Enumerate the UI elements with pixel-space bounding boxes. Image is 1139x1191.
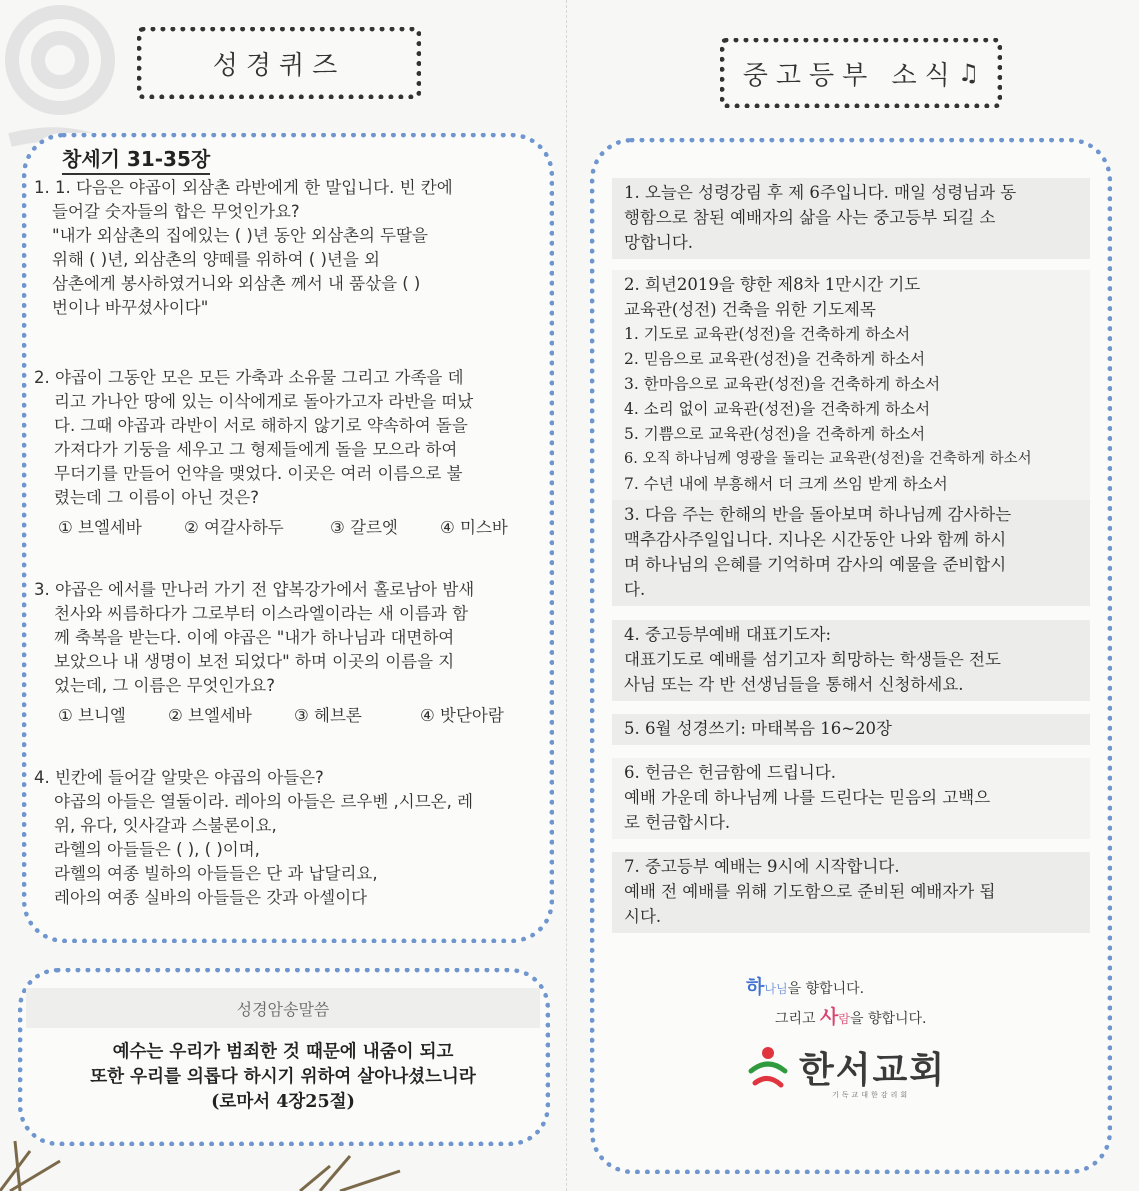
verse-line: 또한 우리를 의롭다 하시기 위하여 살아나셨느니라	[90, 1067, 476, 1087]
q3-line: 었는데, 그 이름은 무엇인가요?	[54, 676, 276, 695]
news-line: 1. 기도로 교육관(성전)을 건축하게 하소서	[624, 325, 911, 343]
q2-line: 무더기를 만들어 언약을 맺었다. 이곳은 여러 이름으로 불	[54, 464, 463, 483]
news-line: 교육관(성전) 건축을 위한 기도제목	[624, 300, 876, 319]
q2-line: 렸는데 그 이름이 아닌 것은?	[54, 488, 260, 507]
slogan-char: 람	[838, 1012, 850, 1026]
news-line: 대표기도로 예배를 섬기고자 희망하는 학생들은 전도	[624, 650, 1001, 669]
news-line: 행함으로 참된 예배자의 삶을 사는 중고등부 되길 소	[624, 208, 996, 227]
news-line: 다.	[624, 580, 646, 599]
q2-choices	[34, 516, 546, 540]
q1-line: 위해 ( )년, 외삼촌의 양떼를 위하여 ( )년을 외	[52, 250, 380, 269]
news-line: 5. 기쁨으로 교육관(성전)을 건축하게 하소서	[624, 425, 926, 443]
quiz-subtitle: 창세기 31-35장	[62, 143, 210, 175]
news-item-6	[612, 758, 1090, 839]
q3-line: 3. 야곱은 에서를 만나러 가기 전 얍복강가에서 홀로남아 밤새	[34, 580, 475, 599]
choice: ② 브엘세바	[168, 706, 252, 725]
q3-line: 천사와 씨름하다가 그로부터 이스라엘이라는 새 이름과 함	[54, 604, 469, 623]
news-line: 2. 믿음으로 교육관(성전)을 건축하게 하소서	[624, 350, 926, 368]
choice: ① 브엘세바	[58, 518, 142, 537]
slogan-text: 을 향합니다.	[787, 981, 865, 997]
verse-reference: (로마서 4장25절)	[211, 1092, 355, 1112]
news-item-5	[612, 714, 1090, 745]
news-line: 4. 소리 없이 교육관(성전)을 건축하게 하소서	[624, 400, 931, 418]
news-line: 1. 오늘은 성령강림 후 제 6주입니다. 매일 성령님과 동	[624, 183, 1017, 202]
slogan-text: 을 향합니다.	[849, 1011, 927, 1027]
verse-heading: 성경암송말씀	[26, 988, 540, 1028]
q3-line: 께 축복을 받는다. 이에 야곱은 "내가 하나님과 대면하여	[54, 628, 455, 647]
news-item-3	[612, 500, 1090, 606]
news-line: 3. 다음 주는 한해의 반을 돌아보며 하나님께 감사하는	[624, 505, 1012, 524]
q1-line: 번이나 바꾸셨사이다"	[52, 298, 209, 317]
question-1	[34, 176, 546, 320]
q4-line: 4. 빈칸에 들어갈 알맞은 야곱의 아들은?	[34, 768, 324, 787]
slogan-line-2	[775, 1002, 927, 1029]
q1-line: "내가 외삼촌의 집에있는 ( )년 동안 외삼촌의 두딸을	[52, 226, 428, 245]
news-item-1	[612, 178, 1090, 259]
q4-line: 라헬의 아들들은 ( ), ( )이며,	[54, 840, 260, 859]
news-line: 3. 한마음으로 교육관(성전)을 건축하게 하소서	[624, 375, 941, 393]
news-item-2	[612, 270, 1090, 501]
news-title	[720, 38, 1002, 108]
news-line: 5. 6월 성경쓰기: 마태복음 16~20장	[624, 719, 892, 738]
news-line: 사님 또는 각 반 선생님들을 통해서 신청하세요.	[624, 675, 964, 694]
q3-choices	[34, 704, 546, 728]
news-line: 며 하나님의 은혜를 기억하며 감사의 예물을 준비합시	[624, 555, 1007, 574]
news-line: 7. 중고등부 예배는 9시에 시작합니다.	[624, 857, 900, 876]
fold-line	[566, 0, 567, 1191]
q1-line: 들어갈 숫자들의 합은 무엇인가요?	[52, 202, 300, 221]
choice: ④ 미스바	[440, 518, 508, 537]
slogan-char: 나	[764, 982, 776, 996]
verse-line: 예수는 우리가 범죄한 것 때문에 내줌이 되고	[112, 1042, 454, 1062]
news-line: 맥추감사주일입니다. 지나온 시간동안 나와 함께 하시	[624, 530, 1007, 549]
question-2	[34, 366, 546, 540]
verse-text	[26, 1040, 540, 1115]
q3-line: 보았으나 내 생명이 보전 되었다" 하며 이곳의 이름을 지	[54, 652, 455, 671]
choice: ③ 갈르엣	[330, 518, 398, 537]
choice: ④ 밧단아람	[420, 706, 504, 725]
news-line: 로 헌금합시다.	[624, 813, 731, 832]
news-line: 예배 가운데 하나님께 나를 드린다는 믿음의 고백으	[624, 788, 991, 807]
news-line: 4. 중고등부예배 대표기도자:	[624, 625, 832, 644]
news-title-text: 중고등부 소식	[742, 60, 958, 91]
slogan-line-1	[746, 972, 864, 999]
choice: ① 브니엘	[58, 706, 126, 725]
q4-line: 라헬의 여종 빌하의 아들들은 단 과 납달리요,	[54, 864, 378, 883]
quiz-title: 성경퀴즈	[212, 50, 346, 81]
news-item-7	[612, 852, 1090, 933]
grass-decoration	[0, 1131, 420, 1191]
church-name: 한서교회	[799, 1050, 947, 1091]
q2-line: 다. 그때 야곱과 라반이 서로 해하지 않기로 약속하여 돌을	[54, 416, 468, 435]
news-line: 예배 전 예배를 위해 기도함으로 준비된 예배자가 됩	[624, 882, 996, 901]
q4-line: 위, 유다, 잇사갈과 스불론이요,	[54, 816, 277, 835]
news-line: 망합니다.	[624, 233, 694, 252]
q4-line: 야곱의 아들은 열둘이라. 레아의 아들은 르우벤 ,시므온, 레	[54, 792, 474, 811]
q2-line: 2. 야곱이 그동안 모은 모든 가축과 소유물 그리고 가족을 데	[34, 368, 464, 387]
slogan-char: 님	[775, 982, 788, 996]
news-line: 시다.	[624, 907, 662, 926]
question-3	[34, 578, 546, 728]
slogan-char: 하	[746, 976, 765, 998]
q1-line: 삼촌에게 봉사하였거니와 외삼촌 께서 내 품삯을 ( )	[52, 274, 421, 293]
q1-line: 1. 1. 다음은 야곱이 외삼촌 라반에게 한 말입니다. 빈 칸에	[34, 178, 453, 197]
news-item-4	[612, 620, 1090, 701]
q2-line: 가져다가 기둥을 세우고 그 형제들에게 돌을 모으라 하여	[54, 440, 458, 459]
church-emblem-icon	[745, 1045, 791, 1091]
music-note-icon: ♫	[957, 59, 980, 87]
slogan-text: 그리고	[775, 1011, 821, 1027]
q2-line: 리고 가나안 땅에 있는 이삭에게로 돌아가고자 라반을 떠났	[54, 392, 474, 411]
slogan-char: 사	[820, 1006, 839, 1028]
church-logo	[745, 1042, 946, 1093]
news-line: 6. 오직 하나님께 영광을 돌리는 교육관(성전)을 건축하게 하소서	[624, 451, 1032, 467]
news-line: 2. 희년2019을 향한 제8차 1만시간 기도	[624, 275, 921, 294]
question-4	[34, 766, 546, 910]
choice: ② 여갈사하두	[184, 518, 284, 537]
church-denomination: 기독교대한감리회	[832, 1091, 911, 1099]
news-line: 7. 수년 내에 부흥해서 더 크게 쓰임 받게 하소서	[624, 475, 948, 493]
q4-line: 레아의 여종 실바의 아들들은 갓과 아셀이다	[54, 888, 368, 907]
choice: ③ 헤브론	[294, 706, 362, 725]
news-line: 6. 헌금은 헌금함에 드립니다.	[624, 763, 837, 782]
